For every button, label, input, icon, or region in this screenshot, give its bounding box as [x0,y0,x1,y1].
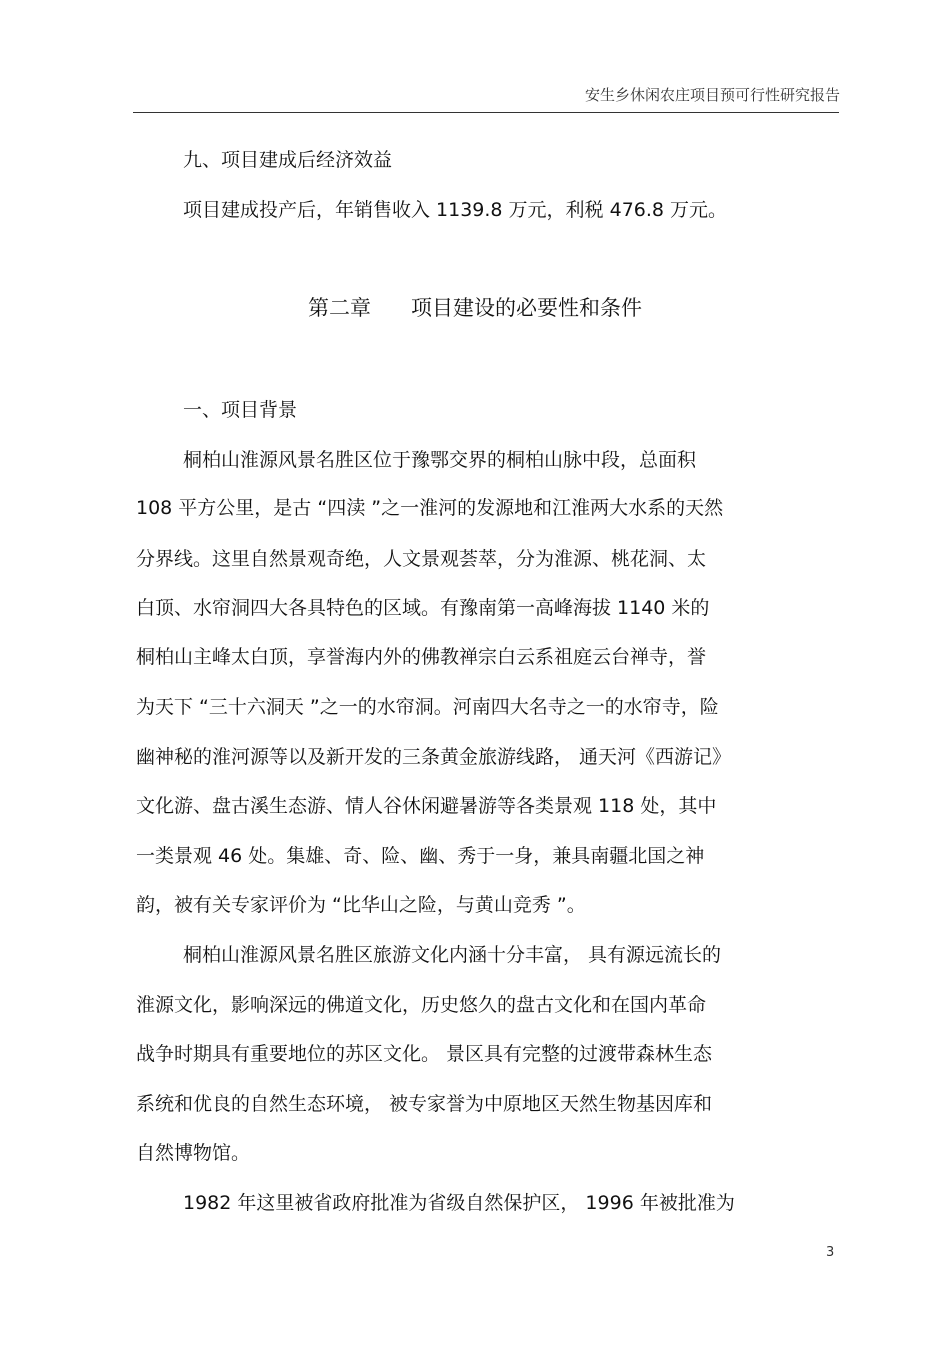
paragraph-line: 淮源文化，影响深远的佛道文化，历史悠久的盘古文化和在国内革命 [136,994,707,1016]
paragraph-line: 战争时期具有重要地位的苏区文化。 景区具有完整的过渡带森林生态 [136,1043,713,1065]
page-number: 3 [826,1245,835,1260]
paragraph-line: 韵，被有关专家评价为 “比华山之险，与黄山竞秀 ”。 [136,894,586,916]
paragraph-line: 一类景观 46 处。集雄、奇、险、幽、秀于一身，兼具南疆北国之神 [136,845,705,867]
paragraph-line: 1982 年这里被省政府批准为省级自然保护区， 1996 年被批准为 [183,1192,735,1214]
paragraph-line: 白顶、水帘洞四大各具特色的区域。有豫南第一高峰海拔 1140 米的 [136,597,710,619]
header-divider [133,112,839,113]
paragraph-line: 桐柏山淮源风景名胜区位于豫鄂交界的桐柏山脉中段，总面积 [183,449,697,471]
paragraph-line: 项目建成投产后，年销售收入 1139.8 万元，利税 476.8 万元。 [183,199,728,221]
paragraph-line: 文化游、盘古溪生态游、情人谷休闲避暑游等各类景观 118 处，其中 [136,795,717,817]
paragraph-line: 分界线。这里自然景观奇绝，人文景观荟萃，分为淮源、桃花洞、太 [136,548,707,570]
paragraph-line: 桐柏山淮源风景名胜区旅游文化内涵十分丰富， 具有源远流长的 [183,944,722,966]
section-heading-economic-benefit: 九、项目建成后经济效益 [183,149,393,171]
section-heading-background: 一、项目背景 [183,399,298,421]
paragraph-line: 系统和优良的自然生态环境， 被专家誉为中原地区天然生物基因库和 [136,1093,713,1115]
paragraph-line: 为天下 “三十六洞天 ”之一的水帘洞。河南四大名寺之一的水帘寺，险 [136,696,719,718]
paragraph-line: 幽神秘的淮河源等以及新开发的三条黄金旅游线路， 通天河《西游记》 [136,746,732,768]
paragraph-line: 108 平方公里，是古 “四渎 ”之一淮河的发源地和江淮两大水系的天然 [136,497,724,519]
running-header: 安生乡休闲农庄项目预可行性研究报告 [584,86,840,104]
paragraph-line: 自然博物馆。 [136,1142,251,1164]
chapter-title: 第二章 项目建设的必要性和条件 [307,296,643,320]
paragraph-line: 桐柏山主峰太白顶，享誉海内外的佛教禅宗白云系祖庭云台禅寺，誉 [136,646,707,668]
